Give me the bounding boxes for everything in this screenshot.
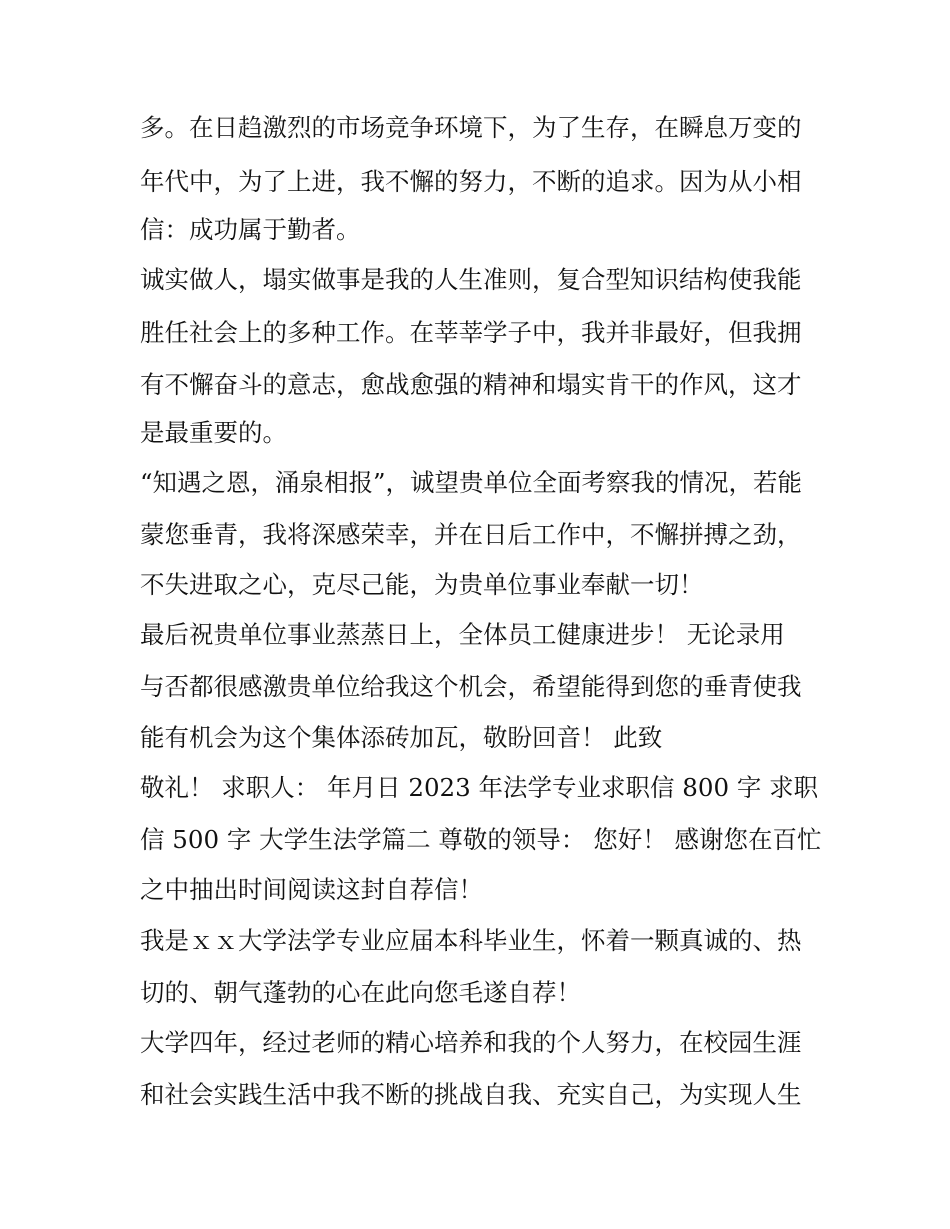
text-line: 和社会实践生活中我不断的挑战自我、充实自己，为实现人生 [140, 1080, 802, 1109]
text-line: 多。在日趋激烈的市场竞争环境下，为了生存，在瞬息万变的 [140, 113, 802, 142]
text-line: 最后祝贵单位事业蒸蒸日上，全体员工健康进步！ 无论录用 [140, 620, 785, 649]
text-line: 年代中，为了上进，我不懈的努力，不断的追求。因为从小相 [140, 167, 802, 196]
text-line: 信：成功属于勤者。 [140, 215, 361, 244]
text-line: 是最重要的。 [140, 418, 287, 447]
text-line: 信 500 字 大学生法学篇二 尊敬的领导： 您好！ 感谢您在百忙 [140, 825, 822, 854]
text-line: 诚实做人，塌实做事是我的人生准则，复合型知识结构使我能 [140, 265, 802, 294]
text-line: 之中抽出时间阅读这封自荐信！ [140, 875, 483, 904]
text-line: 切的、朝气蓬勃的心在此向您毛遂自荐！ [140, 978, 581, 1007]
text-line: 胜任社会上的多种工作。在莘莘学子中，我并非最好，但我拥 [140, 318, 802, 347]
text-line: “知遇之恩，涌泉相报”，诚望贵单位全面考察我的情况，若能 [140, 468, 803, 497]
text-line: 不失进取之心，克尽己能，为贵单位事业奉献一切！ [140, 570, 704, 599]
text-line: 我是ｘｘ大学法学专业应届本科毕业生，怀着一颗真诚的、热 [140, 926, 802, 955]
text-line: 能有机会为这个集体添砖加瓦，敬盼回音！ 此致 [140, 723, 663, 752]
text-line: 有不懈奋斗的意志，愈战愈强的精神和塌实肯干的作风，这才 [140, 370, 802, 399]
text-line: 敬礼！ 求职人： 年月日 2023 年法学专业求职信 800 字 求职 [140, 773, 819, 802]
text-line: 与否都很感激贵单位给我这个机会，希望能得到您的垂青使我 [140, 672, 802, 701]
text-line: 大学四年，经过老师的精心培养和我的个人努力，在校园生涯 [140, 1028, 802, 1057]
text-line: 蒙您垂青，我将深感荣幸，并在日后工作中，不懈拼搏之劲， [140, 520, 802, 549]
